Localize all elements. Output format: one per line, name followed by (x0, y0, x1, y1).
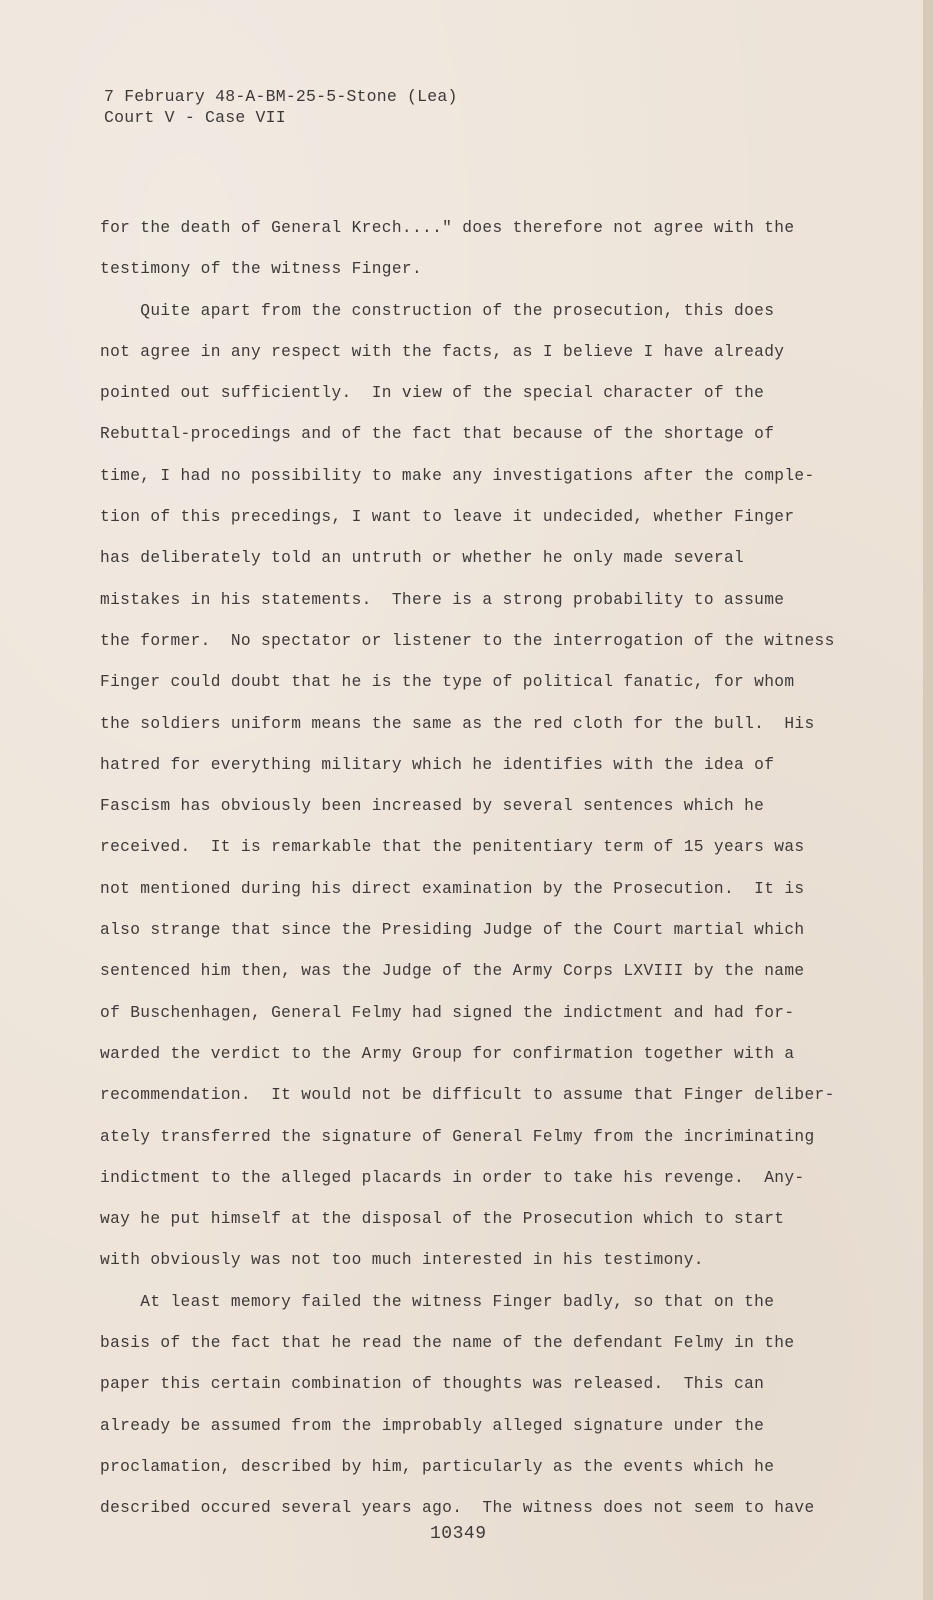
text-line: warded the verdict to the Army Group for confirmation together with a (100, 1044, 795, 1063)
text-line: sentenced him then, was the Judge of the Army Corps LXVIII by the name (100, 962, 805, 981)
text-line: also strange that since the Presiding Judge of the Court martial which (100, 921, 805, 940)
text-line: indictment to the alleged placards in order to take his revenge. Any- (100, 1168, 805, 1187)
text-line: At least memory failed the witness Finger badly, so that on the (100, 1292, 775, 1311)
text-line: time, I had no possibility to make any investigations after the comple- (100, 466, 815, 485)
text-line: pointed out sufficiently. In view of the special character of the (100, 384, 765, 403)
text-line: received. It is remarkable that the penitentiary term of 15 years was (100, 838, 805, 857)
header-court-case: Court V - Case VII (104, 108, 286, 127)
text-line: has deliberately told an untruth or whether he only made several (100, 549, 745, 568)
text-line: the former. No spectator or listener to the interrogation of the witness (100, 631, 835, 650)
text-line: way he put himself at the disposal of the Prosecution which to start (100, 1210, 785, 1229)
text-line: Rebuttal-procedings and of the fact that because of the shortage of (100, 425, 775, 444)
text-line: of Buschenhagen, General Felmy had signed the indictment and had for- (100, 1003, 795, 1022)
document-header (104, 86, 458, 128)
text-line: the soldiers uniform means the same as the red cloth for the bull. His (100, 714, 815, 733)
text-line: not mentioned during his direct examination by the Prosecution. It is (100, 879, 805, 898)
header-date-reference: 7 February 48-A-BM-25-5-Stone (Lea) (104, 87, 458, 106)
page-number: 10349 (430, 1524, 487, 1544)
text-line: already be assumed from the improbably alleged signature under the (100, 1416, 765, 1435)
text-line: ately transferred the signature of General Felmy from the incriminating (100, 1127, 815, 1146)
text-line: proclamation, described by him, particularly as the events which he (100, 1457, 775, 1476)
text-line: mistakes in his statements. There is a strong probability to assume (100, 590, 785, 609)
text-line: basis of the fact that he read the name of the defendant Felmy in the (100, 1334, 795, 1353)
body-text (100, 208, 860, 1530)
text-line: for the death of General Krech...." does therefore not agree with the (100, 219, 795, 237)
text-line: recommendation. It would not be difficult to assume that Finger deliber- (100, 1086, 835, 1105)
text-line: Quite apart from the construction of the prosecution, this does (100, 301, 775, 320)
text-line: hatred for everything military which he identifies with the idea of (100, 755, 775, 774)
text-line: not agree in any respect with the facts, as I believe I have already (100, 342, 785, 361)
text-line: paper this certain combination of thoughts was released. This can (100, 1375, 765, 1394)
text-line: with obviously was not too much interested in his testimony. (100, 1251, 704, 1270)
text-line: described occured several years ago. The witness does not seem to have (100, 1499, 815, 1518)
text-line: Fascism has obviously been increased by several sentences which he (100, 797, 765, 816)
page-edge (923, 0, 933, 1600)
text-line: Finger could doubt that he is the type of political fanatic, for whom (100, 673, 795, 692)
text-line: testimony of the witness Finger. (100, 260, 423, 279)
text-line: tion of this precedings, I want to leave it undecided, whether Finger (100, 508, 795, 527)
